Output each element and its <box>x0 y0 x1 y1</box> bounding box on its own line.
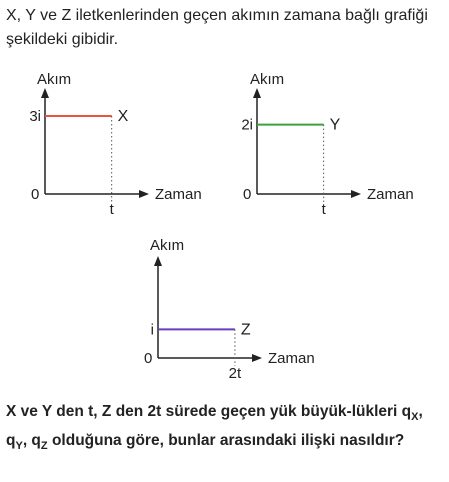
chart-1-y-axis-arrow <box>41 88 49 98</box>
question-part-4: olduğuna göre, bunlar arasındaki ilişki nasıldır? <box>47 432 405 450</box>
chart-3-origin-label: 0 <box>144 350 153 367</box>
question-sub-x: X <box>411 411 419 424</box>
chart-1-x-axis-label: Zaman <box>155 186 202 203</box>
chart-1-series-label: X <box>117 108 129 125</box>
chart-3-y-axis-label: Akım <box>150 237 185 254</box>
chart-3-x-axis-arrow <box>252 354 262 362</box>
question-part-3: , q <box>22 432 41 450</box>
chart-2-x-tick-label: t <box>321 201 326 218</box>
chart-1-x-axis-arrow <box>139 190 149 198</box>
chart-3-series-label: Z <box>240 321 251 339</box>
chart-1-origin-label: 0 <box>31 186 40 203</box>
question-sub-y: Y <box>15 440 23 453</box>
chart-1-x-tick-label: t <box>109 201 114 218</box>
chart-2-y-axis-label: Akım <box>250 71 285 88</box>
question-part-1: X ve Y den t, Z den 2t sürede geçen yük büyük-lükleri q <box>6 403 412 420</box>
chart-1-y-tick-label: 3i <box>29 108 41 125</box>
chart-2-series-label: Y <box>329 116 341 134</box>
chart-1-y-axis-label: Akım <box>37 71 72 88</box>
question-part-2: , q <box>6 403 423 450</box>
chart-2-y-axis-arrow <box>253 88 261 98</box>
chart-3-x-axis-label: Zaman <box>268 350 315 367</box>
chart-3-y-axis-arrow <box>154 256 162 266</box>
chart-2-x-axis-label: Zaman <box>367 186 414 203</box>
question-text <box>6 400 446 458</box>
chart-2-x-axis-arrow <box>351 190 361 198</box>
intro-text: X, Y ve Z iletkenlerinden geçen akımın zamana bağlı grafiği şekildeki gibidir. <box>6 7 428 48</box>
chart-2-y-tick-label: 2i <box>241 116 253 134</box>
chart-3-y-tick-label: i <box>150 321 154 339</box>
question-sub-z: Z <box>40 440 48 453</box>
chart-3-x-tick-label: 2t <box>228 365 242 382</box>
chart-2-origin-label: 0 <box>243 186 252 203</box>
